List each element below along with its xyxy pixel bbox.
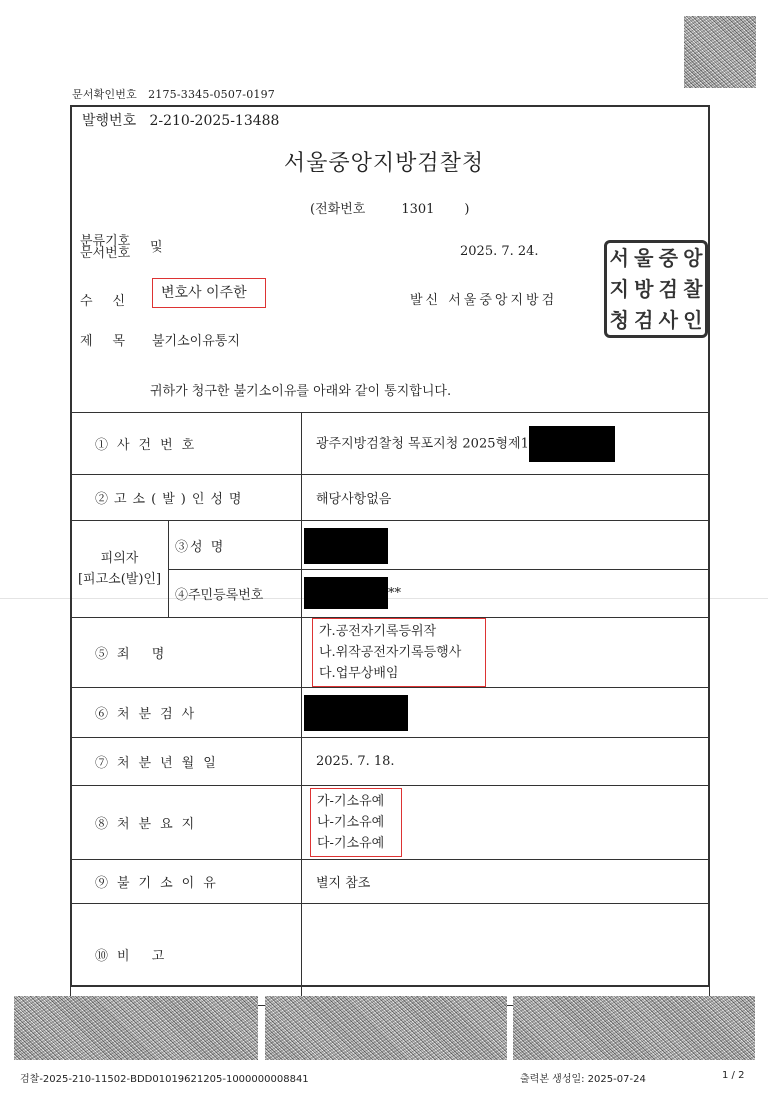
- seal-char: 검: [634, 308, 654, 332]
- reason-value: 별지 참조: [302, 860, 710, 904]
- issue-label: 발행번호: [82, 113, 137, 129]
- complainant-value: 해당사항없음: [302, 475, 710, 521]
- seal-char: 찰: [683, 277, 703, 301]
- table-row: [71, 413, 710, 475]
- redaction-block: [529, 426, 615, 462]
- rrn-suffix: **: [388, 585, 401, 601]
- table-row: [71, 904, 710, 1006]
- table-row: [71, 688, 710, 738]
- charges-list: [312, 618, 486, 687]
- issue-value: 2-210-2025-13488: [149, 113, 280, 129]
- qr-code-icon: [684, 16, 756, 88]
- doc-check-label: 문서확인번호: [72, 88, 137, 101]
- suspect-line1: 피의자: [100, 551, 139, 566]
- case-no-label: ①사건번호: [71, 413, 302, 475]
- charge-item: 다.업무상배임: [319, 666, 399, 681]
- classification-mark: 및: [150, 240, 163, 255]
- summary-item: 나-기소유예: [317, 815, 385, 830]
- recipient-label: 수신: [80, 294, 146, 309]
- disp-date-value: 2025. 7. 18.: [302, 738, 710, 786]
- table-row: [71, 738, 710, 786]
- subject-value: 불기소이유통지: [152, 334, 240, 349]
- seal-char: 울: [634, 246, 654, 270]
- case-no-cell: [302, 413, 710, 475]
- phone-close: ): [464, 202, 470, 217]
- notice-table: [70, 412, 710, 1006]
- table-row: [71, 860, 710, 904]
- seal-char: 인: [683, 308, 703, 332]
- summary-item: 가-기소유예: [317, 794, 385, 809]
- charge-item: 가.공전자기록등위작: [319, 624, 437, 639]
- disp-summary-cell: [302, 786, 710, 860]
- redaction-block: [304, 528, 388, 564]
- table-row: [71, 786, 710, 860]
- seal-char: 방: [634, 277, 654, 301]
- notice-text: 귀하가 청구한 불기소이유를 아래와 같이 통지합니다.: [150, 384, 452, 399]
- phone-line: [310, 198, 469, 217]
- seal-char: 검: [658, 277, 678, 301]
- prosecutor-value: [302, 688, 710, 738]
- rrn-label: ④주민등록번호: [175, 588, 264, 603]
- summary-item: 다-기소유예: [317, 836, 385, 851]
- table-row: [71, 618, 710, 688]
- recipient-value: 변호사 이주한: [152, 278, 266, 308]
- disp-summary-label: ⑧처분요지: [71, 786, 302, 860]
- barcode-icon: [14, 996, 258, 1060]
- classification-label: [80, 236, 140, 260]
- footer-output-date: 출력본 생성일: 2025-07-24: [520, 1074, 646, 1085]
- suspect-subtable: [71, 521, 301, 617]
- subject-label: 제목: [80, 334, 146, 349]
- doc-check-value: 2175-3345-0507-0197: [148, 88, 275, 101]
- classification-line2: 문서번호: [80, 246, 131, 261]
- table-row: [71, 521, 710, 618]
- name-label: ③성 명: [169, 521, 302, 570]
- suspect-group: [71, 521, 302, 618]
- charge-item: 나.위작공전자기록등행사: [319, 645, 462, 660]
- issue-number: [82, 110, 279, 130]
- org-title: 서울중앙지방검찰청: [283, 151, 485, 176]
- suspect-values: [302, 521, 710, 618]
- seal-char: 앙: [683, 246, 703, 270]
- barcode-icon: [513, 996, 755, 1060]
- charges-cell: [302, 618, 710, 688]
- complainant-label: ②고소(발)인성명: [71, 475, 302, 521]
- rrn-value: [302, 570, 709, 616]
- seal-char: 청: [609, 308, 629, 332]
- seal-char: 사: [658, 308, 678, 332]
- redaction-block: [304, 577, 388, 609]
- seal-char: 중: [658, 246, 678, 270]
- case-no-value: 광주지방검찰청 목포지청 2025형제1: [316, 436, 529, 451]
- charges-label: ⑤죄 명: [71, 618, 302, 688]
- barcode-icon: [265, 996, 507, 1060]
- seal-char: 서: [609, 246, 629, 270]
- doc-check-number: [72, 86, 275, 102]
- page-indicator: 1 / 2: [722, 1070, 745, 1081]
- remarks-value: [302, 904, 710, 1006]
- official-seal-icon: [604, 240, 708, 338]
- suspect-line2: [피고소(발)인]: [77, 572, 162, 587]
- seal-char: 지: [609, 277, 629, 301]
- phone-label: (전화번호: [310, 202, 366, 217]
- phone-number: 1301: [401, 202, 435, 217]
- issue-date: 2025. 7. 24.: [460, 244, 539, 259]
- prosecutor-label: ⑥처분검사: [71, 688, 302, 738]
- disp-date-label: ⑦처분년월일: [71, 738, 302, 786]
- remarks-label: ⑩비 고: [71, 904, 302, 1006]
- disp-summary-list: [310, 788, 402, 857]
- table-row: [71, 475, 710, 521]
- redaction-block: [304, 695, 408, 731]
- sender-line: 발신 서울중앙지방검: [410, 293, 558, 308]
- footer-code: 검찰-2025-210-11502-BDD01019621205-1000000008841: [20, 1074, 309, 1085]
- reason-label: ⑨불기소이유: [71, 860, 302, 904]
- name-value: [302, 522, 709, 570]
- classification-line1: 분류기호: [80, 234, 131, 249]
- suspect-group-label: [71, 521, 169, 617]
